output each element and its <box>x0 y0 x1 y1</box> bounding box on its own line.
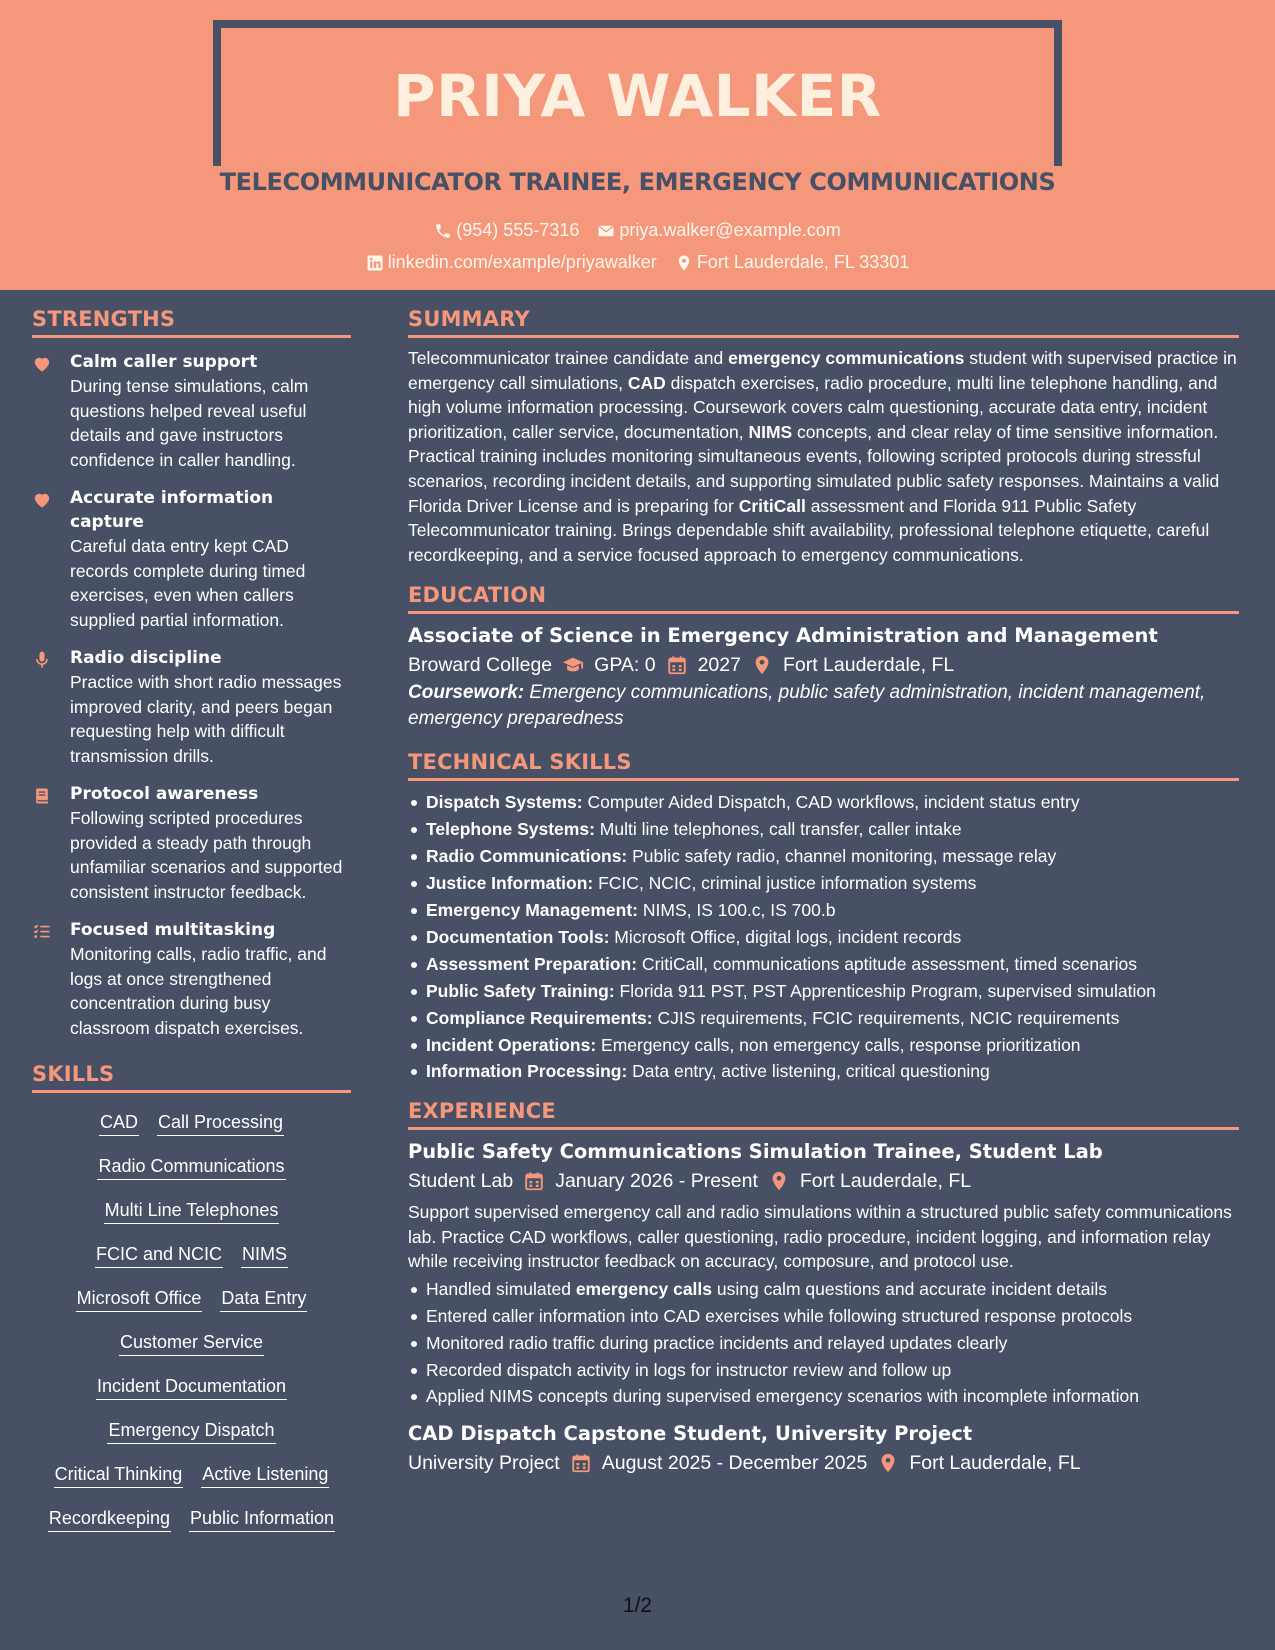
strengths-heading: STRENGTHS <box>32 307 351 338</box>
gpa-text: GPA: 0 <box>594 654 656 677</box>
map-pin-icon <box>675 254 693 272</box>
strength-title: Calm caller support <box>70 352 258 372</box>
microphone-icon <box>32 650 52 670</box>
list-item: Compliance Requirements: CJIS requirements, FCIC requirements, NCIC requirements <box>408 1005 1239 1032</box>
technical-skills-heading: TECHNICAL SKILLS <box>408 750 1239 781</box>
skill-chip: Multi Line Telephones <box>104 1197 280 1224</box>
list-item: Entered caller information into CAD exercises while following structured response protocols <box>408 1303 1239 1330</box>
job-title: CAD Dispatch Capstone Student, University Project <box>408 1422 973 1446</box>
skill-chip: FCIC and NCIC <box>95 1241 223 1268</box>
map-pin-icon <box>751 654 773 676</box>
calendar-icon <box>666 654 688 676</box>
list-item: Justice Information: FCIC, NCIC, criminal justice information systems <box>408 870 1239 897</box>
contact-row-2 <box>0 252 1275 273</box>
phone-contact <box>434 220 579 241</box>
phone-text: (954) 555-7316 <box>456 220 580 240</box>
experience-heading: EXPERIENCE <box>408 1099 1239 1130</box>
list-item: Dispatch Systems: Computer Aided Dispatch, CAD workflows, incident status entry <box>408 789 1239 816</box>
candidate-title: TELECOMMUNICATOR TRAINEE, EMERGENCY COMMUNICATIONS <box>219 168 1056 196</box>
skills-section <box>32 1062 351 1532</box>
job-org: University Project <box>408 1452 560 1475</box>
education-meta <box>408 650 1239 680</box>
calendar-icon <box>570 1452 592 1474</box>
strength-text: Monitoring calls, radio traffic, and logs at once strengthened concentration during busy classroom dispatch exercises. <box>70 944 327 1038</box>
left-column <box>32 307 351 1532</box>
job-dates: August 2025 - December 2025 <box>601 1452 868 1475</box>
job-dates: January 2026 - Present <box>555 1170 758 1193</box>
strength-title: Protocol awareness <box>70 784 259 804</box>
resume-header <box>0 0 1275 290</box>
job-entry <box>408 1138 1239 1410</box>
job-location: Fort Lauderdale, FL <box>909 1452 1081 1475</box>
skill-chip: Public Information <box>189 1505 335 1532</box>
skills-chips <box>32 1109 351 1532</box>
map-pin-icon <box>877 1452 899 1474</box>
heart-icon <box>32 490 52 510</box>
skill-chip: Data Entry <box>220 1285 307 1312</box>
skill-chip: Emergency Dispatch <box>107 1417 275 1444</box>
right-column <box>408 307 1239 1478</box>
envelope-icon <box>597 222 615 240</box>
strength-item <box>32 646 351 768</box>
job-meta <box>408 1448 1239 1478</box>
skill-chip: NIMS <box>241 1241 288 1268</box>
strength-item <box>32 350 351 472</box>
job-title: Public Safety Communications Simulation Trainee, Student Lab <box>408 1140 1103 1164</box>
skill-chip: Customer Service <box>119 1329 264 1356</box>
strengths-list <box>32 350 351 1040</box>
list-item: Monitored radio traffic during practice incidents and relayed updates clearly <box>408 1330 1239 1357</box>
contact-row-1 <box>0 220 1275 241</box>
job-entry <box>408 1420 1239 1478</box>
degree-title: Associate of Science in Emergency Administration and Management <box>408 624 1158 648</box>
summary-text: Telecommunicator trainee candidate and emergency communications student with supervised practice in emergency call simulations, CAD dispatch exercises, radio procedure, multi line telephone handling, and high volume information processing. Coursework covers calm questioning, accurate data entry, incident prioritization, caller service, documentation, NIMS concepts, and clear relay of time sensitive information. Practical training includes monitoring simultaneous events, following scripted protocols during stressful scenarios, recording incident details, and supporting simulated public safety responses. Maintains a valid Florida Driver License and is preparing for CritiCall assessment and Florida 911 Public Safety Telecommunicator training. Brings dependable shift availability, professional telephone etiquette, careful recordkeeping, and a service focused approach to emergency communications. <box>408 348 1237 565</box>
list-item: Information Processing: Data entry, active listening, critical questioning <box>408 1058 1239 1085</box>
strength-item <box>32 918 351 1040</box>
linkedin-icon <box>366 254 384 272</box>
skill-chip: Microsoft Office <box>76 1285 203 1312</box>
job-meta <box>408 1166 1239 1196</box>
calendar-icon <box>523 1170 545 1192</box>
strength-text: During tense simulations, calm questions helped reveal useful details and gave instructors confidence in caller handling. <box>70 376 309 470</box>
coursework: Coursework: Emergency communications, public safety administration, incident management, emergency preparedness <box>408 682 1206 730</box>
candidate-name: PRIYA WALKER <box>393 62 882 130</box>
location-text: Fort Lauderdale, FL 33301 <box>696 252 910 272</box>
book-icon <box>32 786 52 806</box>
list-item: Recorded dispatch activity in logs for instructor review and follow up <box>408 1357 1239 1384</box>
school-name: Broward College <box>408 654 553 677</box>
skill-chip: Critical Thinking <box>54 1461 184 1488</box>
strength-title: Radio discipline <box>70 648 222 668</box>
graduation-cap-icon <box>562 654 584 676</box>
list-item: Handled simulated emergency calls using calm questions and accurate incident details <box>408 1276 1239 1303</box>
strength-title: Accurate information capture <box>70 488 274 532</box>
location-contact <box>675 252 909 273</box>
education-heading: EDUCATION <box>408 583 1239 614</box>
email-text[interactable]: priya.walker@example.com <box>619 220 841 240</box>
skill-chip: Call Processing <box>157 1109 284 1136</box>
list-item: Applied NIMS concepts during supervised emergency scenarios with incomplete information <box>408 1383 1239 1410</box>
list-item: Radio Communications: Public safety radio, channel monitoring, message relay <box>408 843 1239 870</box>
list-item: Public Safety Training: Florida 911 PST, PST Apprenticeship Program, supervised simulation <box>408 978 1239 1005</box>
job-location: Fort Lauderdale, FL <box>799 1170 972 1193</box>
list-item: Documentation Tools: Microsoft Office, digital logs, incident records <box>408 924 1239 951</box>
technical-skills-list <box>408 789 1239 1085</box>
list-item: Assessment Preparation: CritiCall, communications aptitude assessment, timed scenarios <box>408 951 1239 978</box>
linkedin-contact[interactable] <box>366 252 657 273</box>
list-item: Incident Operations: Emergency calls, non emergency calls, response prioritization <box>408 1032 1239 1059</box>
summary-heading: SUMMARY <box>408 307 1239 338</box>
skill-chip: CAD <box>99 1109 139 1136</box>
strength-text: Practice with short radio messages improved clarity, and peers began requesting help with difficult transmission drills. <box>70 672 342 766</box>
skill-chip: Radio Communications <box>97 1153 285 1180</box>
strength-text: Following scripted procedures provided a steady path through unfamiliar scenarios and supported consistent instructor feedback. <box>70 808 343 902</box>
strength-text: Careful data entry kept CAD records complete during timed exercises, even when callers supplied partial information. <box>70 536 306 630</box>
skill-chip: Recordkeeping <box>48 1505 171 1532</box>
phone-icon <box>434 222 452 240</box>
page-number: 1/2 <box>622 1594 653 1617</box>
email-contact[interactable] <box>597 220 840 241</box>
education-entry <box>408 622 1239 732</box>
strength-item <box>32 782 351 904</box>
list-item: Emergency Management: NIMS, IS 100.c, IS 700.b <box>408 897 1239 924</box>
strength-item <box>32 486 351 632</box>
education-location: Fort Lauderdale, FL <box>782 654 955 677</box>
list-item: Telephone Systems: Multi line telephones, call transfer, caller intake <box>408 816 1239 843</box>
linkedin-text[interactable]: linkedin.com/example/priyawalker <box>387 252 657 272</box>
map-pin-icon <box>768 1170 790 1192</box>
job-bullets <box>408 1276 1239 1411</box>
skills-heading: SKILLS <box>32 1062 351 1093</box>
heart-icon <box>32 354 52 374</box>
job-description: Support supervised emergency call and radio simulations within a structured public safety communications lab. Practice CAD workflows, caller questioning, radio procedure, incident logging, and information relay while receiving instructor feedback on accuracy, composure, and protocol use. <box>408 1202 1232 1272</box>
graduation-year: 2027 <box>697 654 741 677</box>
job-org: Student Lab <box>408 1170 514 1193</box>
strength-title: Focused multitasking <box>70 920 276 940</box>
skill-chip: Active Listening <box>201 1461 329 1488</box>
checklist-icon <box>32 922 52 942</box>
skill-chip: Incident Documentation <box>96 1373 287 1400</box>
